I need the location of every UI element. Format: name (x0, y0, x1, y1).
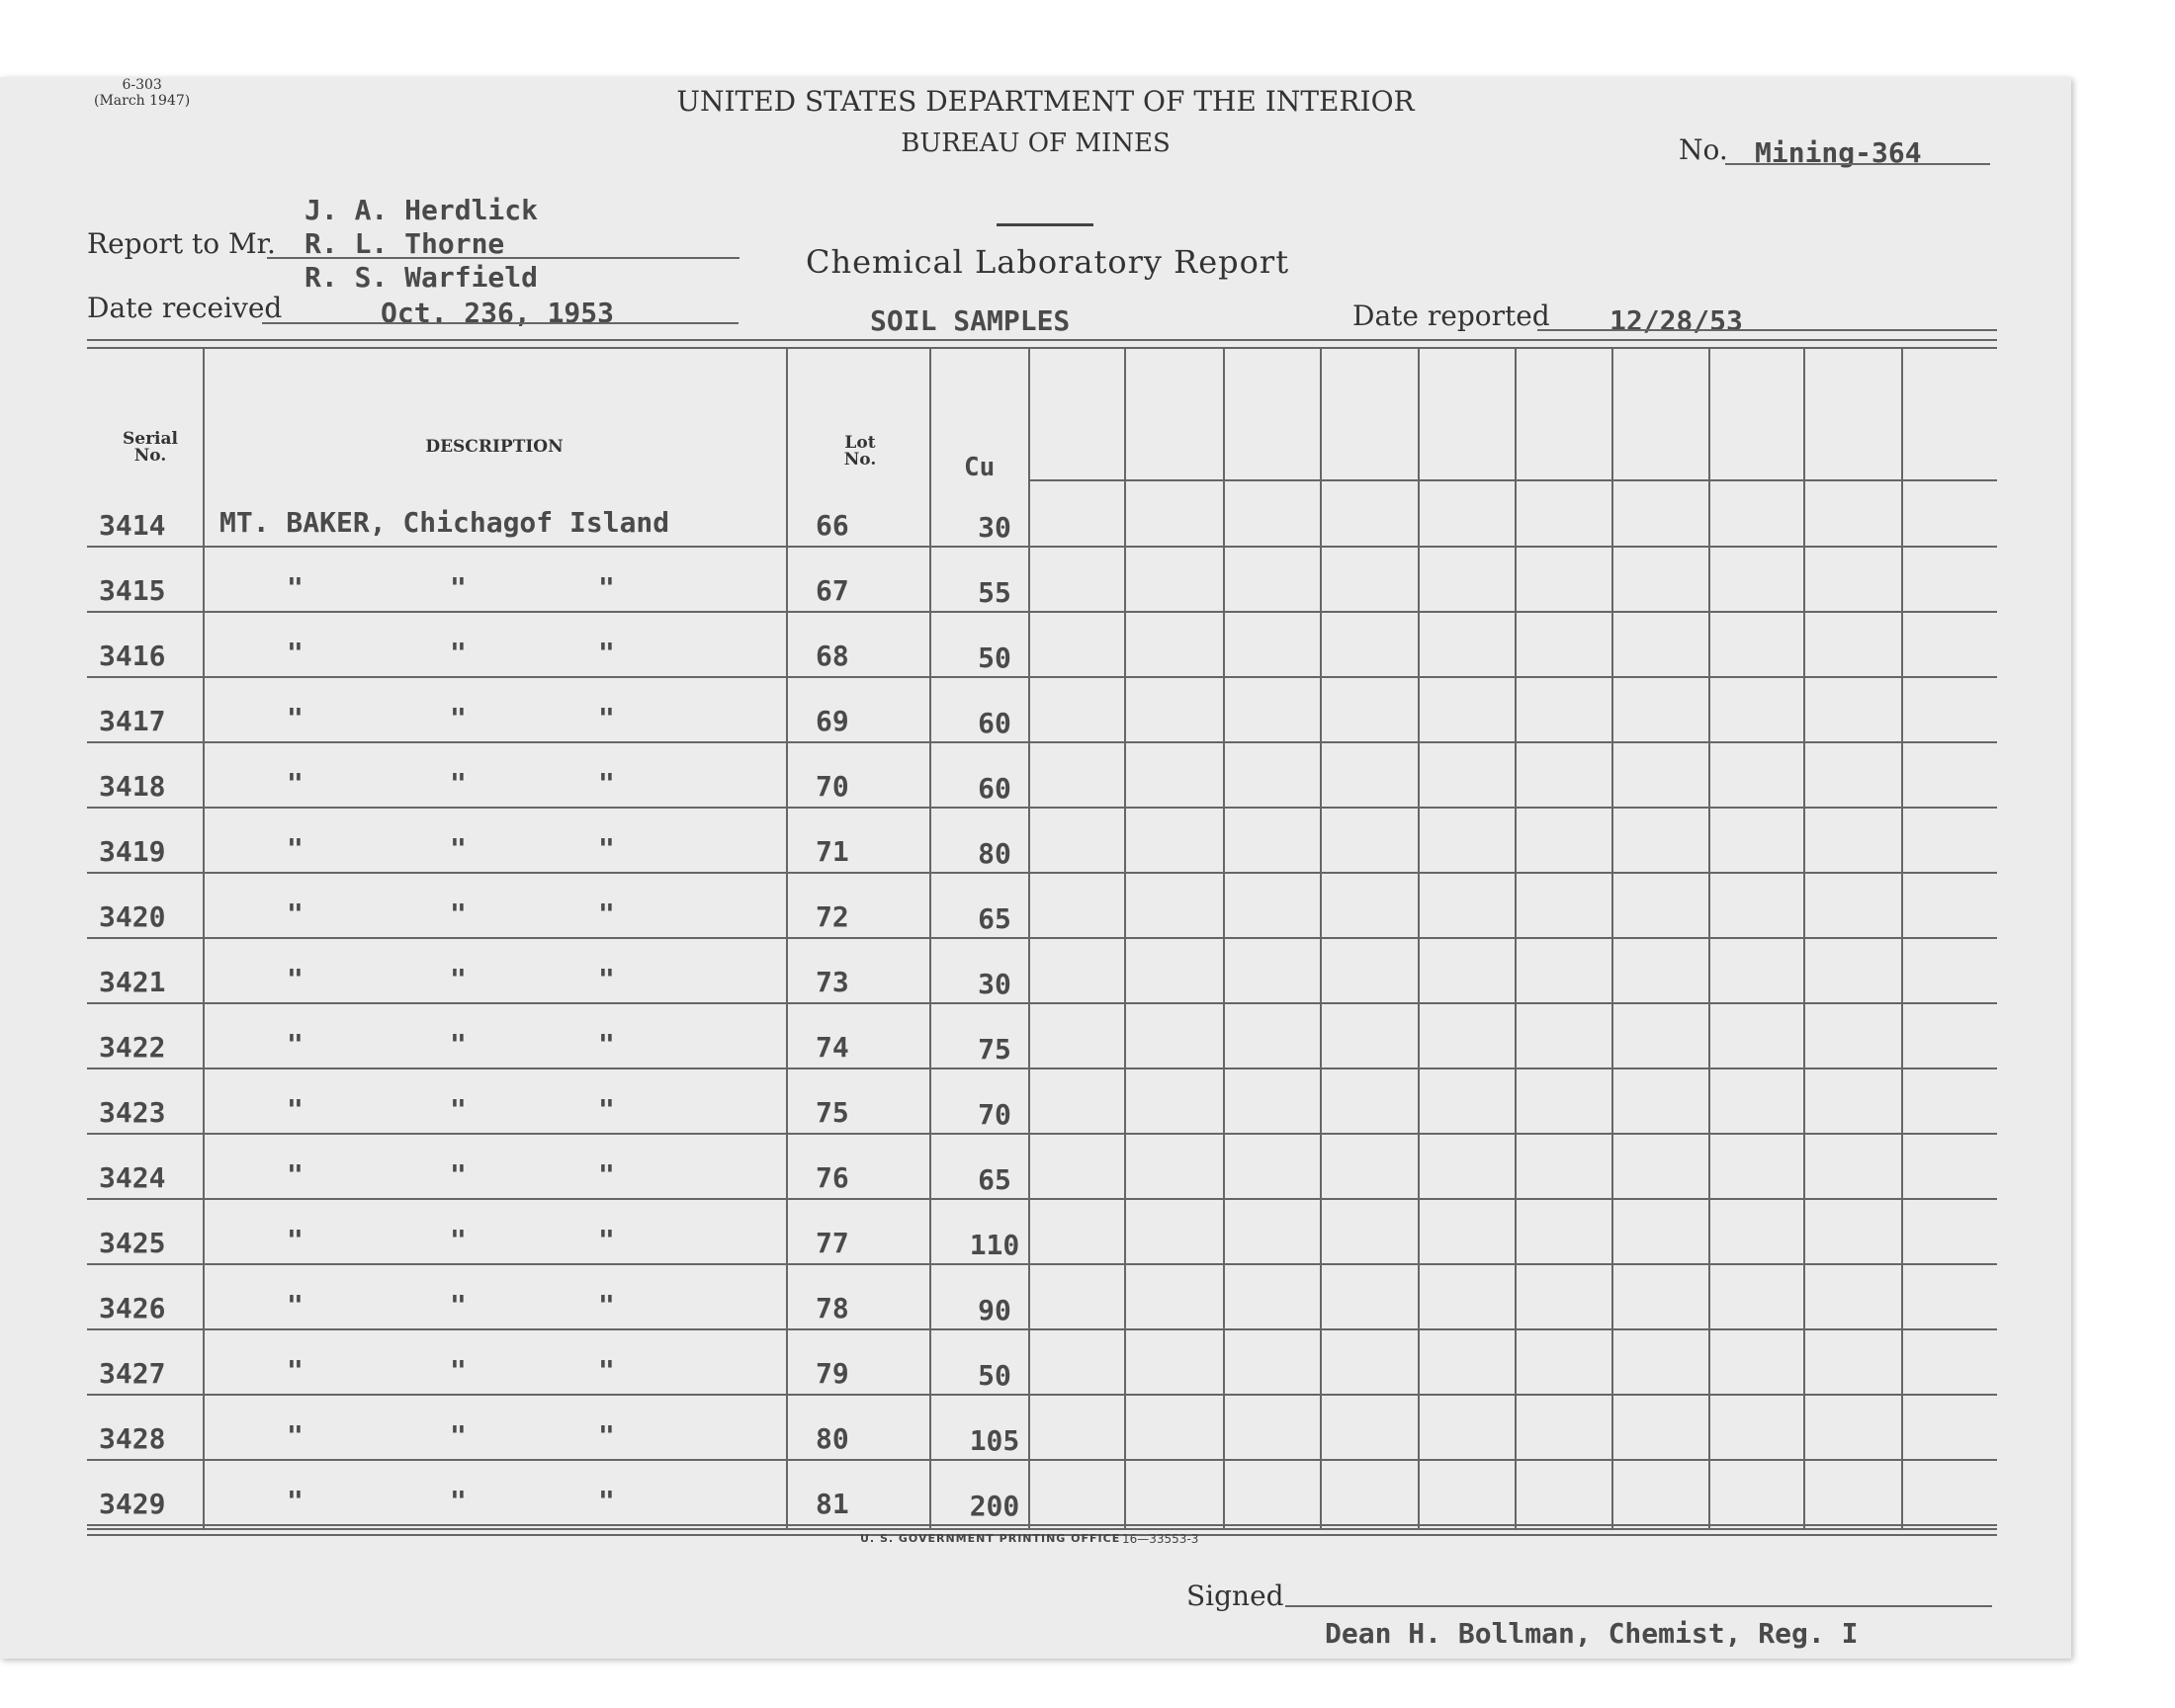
row-rule (87, 611, 1997, 613)
date-reported-line (1537, 329, 1997, 331)
ditto-mark: " (450, 1028, 467, 1061)
lot-number: 69 (816, 705, 849, 737)
lot-number: 80 (816, 1422, 849, 1455)
form-number: 6-303 (122, 77, 162, 93)
table-top-rule (87, 347, 1997, 349)
ditto-mark: " (287, 1289, 304, 1322)
ditto-mark: " (287, 1354, 304, 1387)
lot-number: 70 (816, 770, 849, 803)
serial-number: 3420 (99, 900, 166, 933)
cu-value: 65 (978, 1163, 1011, 1196)
row-rule (87, 546, 1997, 548)
lot-number: 79 (816, 1357, 849, 1390)
ditto-mark: " (598, 1224, 615, 1256)
ditto-mark: " (287, 637, 304, 669)
printing-code: 16—33553-3 (1122, 1532, 1199, 1546)
row-rule (87, 807, 1997, 809)
ditto-mark: " (450, 1093, 467, 1126)
header-rule (1028, 479, 1997, 481)
serial-number: 3423 (99, 1096, 166, 1129)
serial-number: 3416 (99, 640, 166, 672)
row-rule (87, 1198, 1997, 1200)
lot-number: 78 (816, 1292, 849, 1324)
serial-number: 3428 (99, 1422, 166, 1455)
lot-number: 66 (816, 509, 849, 542)
ditto-mark: " (450, 702, 467, 734)
cu-value: 110 (969, 1229, 1020, 1261)
cu-value: 30 (978, 511, 1011, 544)
serial-number: 3419 (99, 835, 166, 868)
ditto-mark: " (287, 571, 304, 604)
ditto-mark: " (450, 897, 467, 930)
lot-number: 72 (816, 900, 849, 933)
row-rule (87, 676, 1997, 678)
date-reported-value: 12/28/53 (1610, 304, 1743, 337)
bureau-heading: BUREAU OF MINES (901, 128, 1171, 158)
cu-value: 75 (978, 1033, 1011, 1066)
row-rule (87, 1328, 1997, 1330)
ditto-mark: " (287, 832, 304, 865)
ditto-mark: " (287, 1093, 304, 1126)
row-rule (87, 872, 1997, 874)
serial-number: 3427 (99, 1357, 166, 1390)
ditto-mark: " (598, 702, 615, 734)
row-rule (87, 1002, 1997, 1004)
serial-number: 3414 (99, 509, 166, 542)
ditto-mark: " (598, 1093, 615, 1126)
report-number-value: Mining-364 (1755, 136, 1922, 169)
cu-value: 200 (969, 1490, 1020, 1522)
row-rule (87, 1394, 1997, 1396)
ditto-mark: " (598, 637, 615, 669)
row-rule (87, 937, 1997, 939)
serial-number: 3418 (99, 770, 166, 803)
lot-number: 81 (816, 1488, 849, 1520)
description-header: DESCRIPTION (425, 437, 564, 457)
table-bottom-rule (87, 1528, 1997, 1530)
lot-number: 76 (816, 1161, 849, 1194)
ditto-mark: " (287, 1419, 304, 1452)
description-text: MT. BAKER, Chichagof Island (219, 506, 670, 539)
ditto-mark: " (287, 963, 304, 995)
ditto-mark: " (287, 1485, 304, 1517)
report-number-label: No. (1679, 133, 1728, 166)
ditto-mark: " (450, 1485, 467, 1517)
cu-value: 70 (978, 1098, 1011, 1131)
cu-header: Cu (964, 453, 996, 482)
serial-number: 3425 (99, 1227, 166, 1259)
serial-number: 3421 (99, 966, 166, 998)
ditto-mark: " (450, 571, 467, 604)
lot-number: 68 (816, 640, 849, 672)
ditto-mark: " (598, 571, 615, 604)
title-divider (997, 223, 1093, 226)
ditto-mark: " (598, 767, 615, 800)
ditto-mark: " (450, 1289, 467, 1322)
report-title: Chemical Laboratory Report (806, 243, 1290, 281)
signed-label: Signed (1186, 1580, 1284, 1612)
ditto-mark: " (287, 1224, 304, 1256)
ditto-mark: " (450, 963, 467, 995)
cu-value: 60 (978, 707, 1011, 739)
date-reported-label: Date reported (1352, 299, 1550, 332)
ditto-mark: " (450, 1354, 467, 1387)
ditto-mark: " (598, 1028, 615, 1061)
serial-number: 3424 (99, 1161, 166, 1194)
lot-number: 73 (816, 966, 849, 998)
report-number-line (1725, 163, 1990, 165)
recipient-name: J. A. Herdlick (304, 194, 539, 226)
department-heading: UNITED STATES DEPARTMENT OF THE INTERIOR (676, 85, 1415, 118)
sample-type: SOIL SAMPLES (870, 304, 1071, 337)
ditto-mark: " (450, 767, 467, 800)
lot-number: 77 (816, 1227, 849, 1259)
ditto-mark: " (287, 702, 304, 734)
ditto-mark: " (287, 1158, 304, 1191)
ditto-mark: " (598, 1289, 615, 1322)
recipient-name: R. L. Thorne (304, 227, 505, 260)
form-date: (March 1947) (94, 93, 191, 109)
signature-line (1285, 1605, 1992, 1607)
report-to-label: Report to Mr. (87, 227, 276, 260)
serial-number: 3422 (99, 1031, 166, 1064)
serial-number: 3417 (99, 705, 166, 737)
lot-number: 74 (816, 1031, 849, 1064)
date-received-line (262, 322, 739, 324)
printing-office: U. S. GOVERNMENT PRINTING OFFICE (860, 1532, 1121, 1545)
ditto-mark: " (287, 767, 304, 800)
cu-value: 90 (978, 1294, 1011, 1326)
serial-header: Serial No. (123, 429, 178, 466)
row-rule (87, 1068, 1997, 1069)
row-rule (87, 1459, 1997, 1461)
table-top-rule (87, 339, 1997, 341)
report-to-line (267, 257, 740, 259)
recipient-name: R. S. Warfield (304, 261, 539, 294)
cu-value: 55 (978, 576, 1011, 609)
cu-value: 65 (978, 902, 1011, 935)
row-rule (87, 1133, 1997, 1135)
lot-number: 75 (816, 1096, 849, 1129)
cu-value: 80 (978, 837, 1011, 870)
row-rule (87, 741, 1997, 743)
date-received-value: Oct. 236, 1953 (381, 297, 615, 329)
cu-value: 60 (978, 772, 1011, 805)
ditto-mark: " (598, 1485, 615, 1517)
lot-number: 67 (816, 574, 849, 607)
ditto-mark: " (287, 897, 304, 930)
ditto-mark: " (598, 1354, 615, 1387)
cu-value: 50 (978, 641, 1011, 674)
ditto-mark: " (598, 963, 615, 995)
row-rule (87, 1524, 1997, 1526)
serial-number: 3429 (99, 1488, 166, 1520)
ditto-mark: " (598, 832, 615, 865)
serial-number: 3415 (99, 574, 166, 607)
cu-value: 50 (978, 1359, 1011, 1392)
row-rule (87, 1263, 1997, 1265)
signer-name: Dean H. Bollman, Chemist, Reg. I (1325, 1617, 1859, 1650)
serial-number: 3426 (99, 1292, 166, 1324)
ditto-mark: " (450, 637, 467, 669)
lot-header: Lot No. (843, 433, 877, 470)
ditto-mark: " (598, 897, 615, 930)
cu-value: 30 (978, 968, 1011, 1000)
ditto-mark: " (450, 1158, 467, 1191)
lot-number: 71 (816, 835, 849, 868)
ditto-mark: " (598, 1158, 615, 1191)
ditto-mark: " (598, 1419, 615, 1452)
ditto-mark: " (450, 1419, 467, 1452)
date-received-label: Date received (87, 292, 283, 324)
ditto-mark: " (450, 832, 467, 865)
ditto-mark: " (450, 1224, 467, 1256)
cu-value: 105 (969, 1424, 1020, 1457)
ditto-mark: " (287, 1028, 304, 1061)
